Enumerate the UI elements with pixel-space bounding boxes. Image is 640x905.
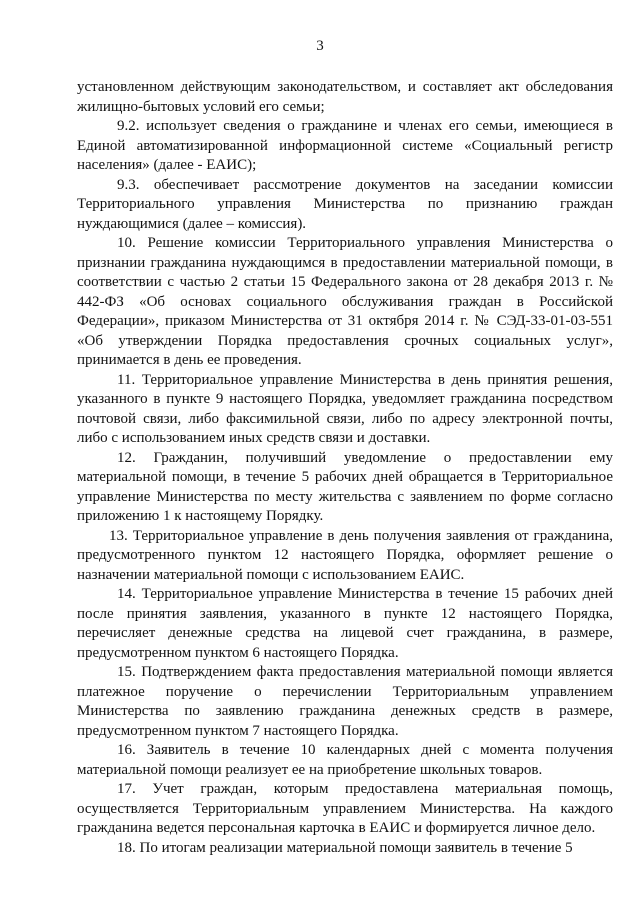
paragraph-9-3: 9.3. обеспечивает рассмотрение документов на заседании комиссии Территориального управления Министерства по признанию граждан нуждающимися (далее – комиссия). (77, 176, 613, 232)
paragraph-15: 15. Подтверждением факта предоставления материальной помощи является платежное поручение о перечислении Территориальным управлением Министерства по заявлению гражданина денежных средств в размере, предусмотренном пунктом 7 настоящего Порядка. (77, 664, 613, 739)
paragraph-continuation: установленном действующим законодательством, и составляет акт обследования жилищно-бытовых условий его семьи; (77, 79, 613, 115)
page-number: 3 (316, 38, 324, 54)
paragraph-16: 16. Заявитель в течение 10 календарных дней с момента получения материальной помощи реализует ее на приобретение школьных товаров. (77, 742, 613, 778)
paragraph-18: 18. По итогам реализации материальной помощи заявитель в течение 5 (117, 839, 573, 856)
document-body (77, 78, 613, 858)
paragraph-10: 10. Решение комиссии Территориального управления Министерства о признании гражданина нуждающимся в предоставлении материальной помощи, в соответствии с частью 2 статьи 15 Федерального закона от 28 декабря 2013 г. № 442-ФЗ «Об основах социального обслуживания граждан в Российской Федерации», приказом Министерства от 31 октября 2014 г. № СЭД-33-01-03-551 «Об утверждении Порядка предоставления срочных социальных услуг», принимается в день ее проведения. (77, 235, 613, 368)
paragraph-12: 12. Гражданин, получивший уведомление о предоставлении ему материальной помощи, в течение 5 рабочих дней обращается в Территориальное управление Министерства по месту жительства с заявлением по форме согласно приложению 1 к настоящему Порядку. (77, 449, 613, 524)
paragraph-9-2: 9.2. использует сведения о гражданине и членах его семьи, имеющиеся в Единой автоматизированной информационной системе «Социальный регистр населения» (далее - ЕАИС); (77, 118, 613, 173)
paragraph-13: 13. Территориальное управление в день получения заявления от гражданина, предусмотренного пунктом 12 настоящего Порядка, оформляет решение о назначении материальной помощи с использованием ЕАИС. (77, 527, 613, 583)
paragraph-17: 17. Учет граждан, которым предоставлена материальная помощь, осуществляется Территориальным управлением Министерства. На каждого гражданина ведется персональная карточка в ЕАИС и формируется личное дело. (77, 781, 613, 836)
paragraph-11: 11. Территориальное управление Министерства в день принятия решения, указанного в пункте 9 настоящего Порядка, уведомляет гражданина посредством почтовой связи, либо факсимильной связи, либо по адресу электронной почты, либо с использованием иных средств связи и доставки. (77, 371, 613, 446)
paragraph-14: 14. Территориальное управление Министерства в течение 15 рабочих дней после принятия заявления, указанного в пункте 12 настоящего Порядка, перечисляет денежные средства на лицевой счет гражданина, в размере, предусмотренном пунктом 6 настоящего Порядка. (77, 586, 613, 661)
